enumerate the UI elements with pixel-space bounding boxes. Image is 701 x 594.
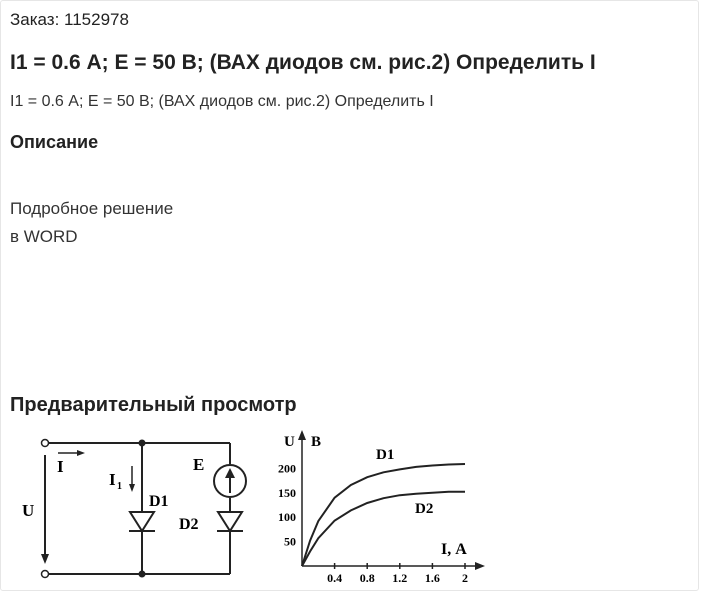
label-i1: I — [109, 470, 116, 489]
y-tick-label: 100 — [278, 510, 296, 525]
diode-d1-icon — [129, 512, 155, 531]
diode-d2-icon — [217, 512, 243, 531]
terminal-top-icon — [42, 440, 49, 447]
circuit-diagram — [1, 426, 261, 594]
label-d1: D1 — [149, 493, 169, 510]
x-tick-label: 1.6 — [424, 571, 440, 585]
x-tick-label: 0.4 — [327, 571, 343, 585]
x-tick-label: 1.2 — [392, 571, 408, 585]
y-tick-label: 50 — [284, 534, 296, 549]
task-summary: I1 = 0.6 А; Е = 50 В; (ВАХ диодов см. рис.2) Определить I — [10, 93, 434, 110]
preview-image — [1, 426, 701, 594]
description-heading: Описание — [10, 132, 99, 152]
terminal-bottom-icon — [42, 571, 49, 578]
series-label-d1: D1 — [376, 447, 395, 463]
description-line-1: Подробное решение — [10, 199, 174, 218]
order-number: Заказ: 1152978 — [10, 10, 129, 29]
y-tick-label: 200 — [278, 461, 296, 476]
label-i1-sub: 1 — [117, 481, 122, 492]
y-axis-label: U — [284, 434, 295, 450]
label-u: U — [22, 501, 35, 520]
y-tick-label: 150 — [278, 485, 296, 500]
label-d2: D2 — [179, 516, 199, 533]
x-tick-label: 0.8 — [359, 571, 375, 585]
vi-chart — [263, 426, 493, 594]
label-i: I — [57, 457, 64, 476]
x-axis-label: I, А — [441, 541, 467, 558]
label-e: E — [193, 455, 205, 474]
y-axis-unit: В — [311, 434, 322, 450]
preview-heading: Предварительный просмотр — [10, 394, 297, 416]
page-title: I1 = 0.6 А; Е = 50 В; (ВАХ диодов см. рис.2) Определить I — [10, 51, 596, 74]
x-tick-label: 2 — [462, 571, 468, 585]
description-line-2: в WORD — [10, 227, 78, 246]
emf-source-icon — [214, 465, 246, 497]
series-label-d2: D2 — [415, 501, 434, 517]
